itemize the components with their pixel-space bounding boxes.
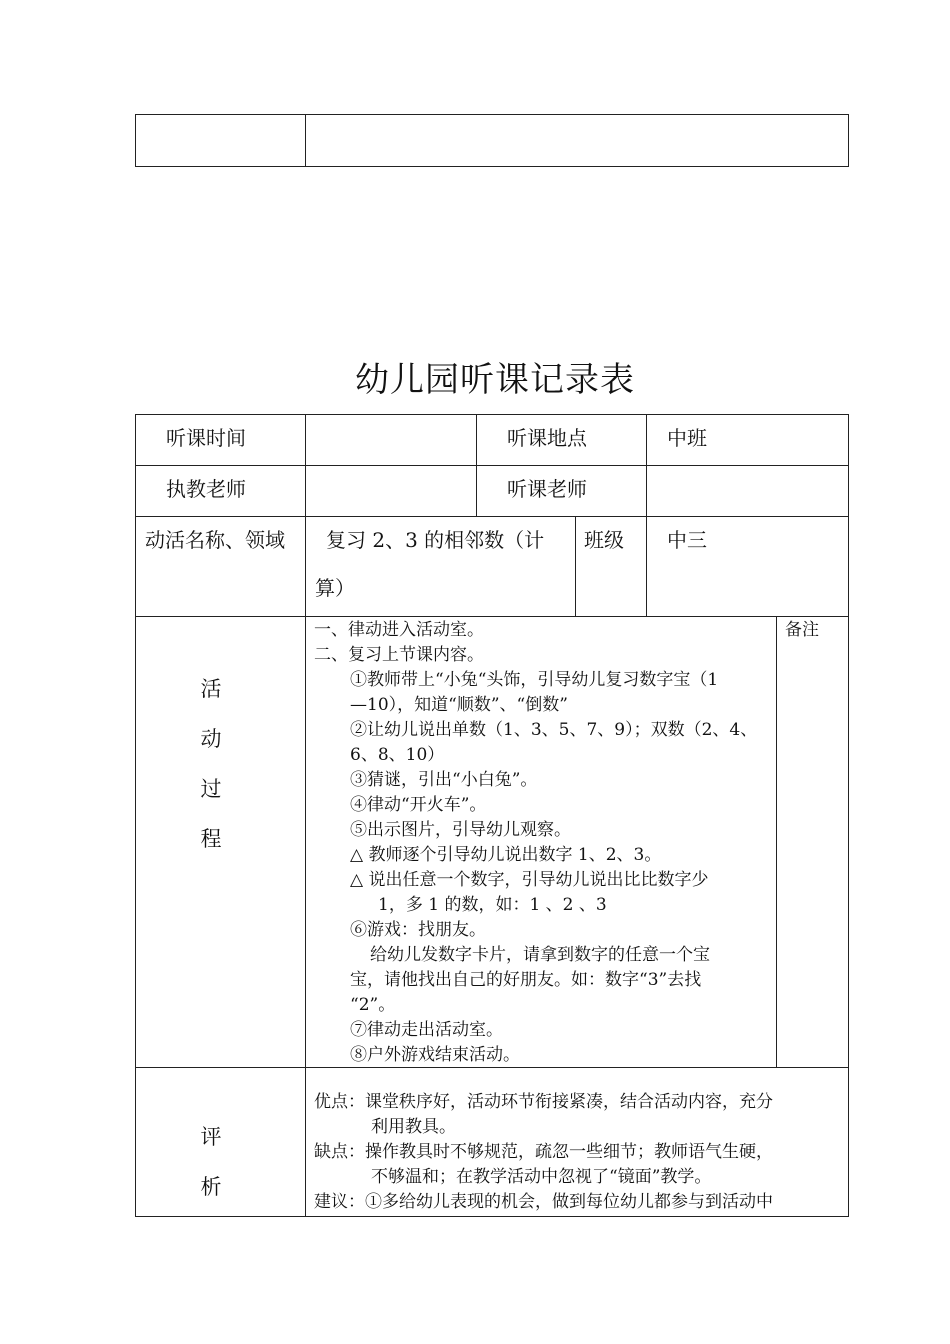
process-line: ②让幼儿说出单数（1、3、5、7、9）；双数（2、4、 — [350, 720, 758, 740]
evaluation-line: 建议：①多给幼儿表现的机会，做到每位幼儿都参与到活动中 — [314, 1192, 773, 1212]
process-label-char: 活 — [200, 677, 222, 701]
process-label-char: 过 — [200, 777, 222, 801]
observer-label: 听课老师 — [507, 477, 587, 501]
process-line: 1，多 1 的数，如：1 、2 、3 — [378, 895, 607, 915]
process-line: 给幼儿发数字卡片，请拿到数字的任意一个宝 — [370, 945, 710, 965]
process-line: ④律动“开火车”。 — [350, 795, 487, 815]
activity-value-line2: 算） — [315, 576, 355, 600]
process-label-char: 程 — [200, 827, 222, 851]
evaluation-label-char: 析 — [200, 1175, 222, 1199]
evaluation-content — [314, 1090, 844, 1215]
process-line: ⑧户外游戏结束活动。 — [350, 1045, 520, 1065]
process-line: “2”。 — [350, 995, 396, 1015]
process-line: 一、律动进入活动室。 — [314, 620, 484, 640]
process-line: ⑥游戏：找朋友。 — [350, 920, 486, 940]
evaluation-label — [186, 1112, 236, 1212]
process-line: ⑦律动走出活动室。 — [350, 1020, 503, 1040]
class-value: 中三 — [667, 528, 707, 552]
evaluation-line: 缺点：操作教具时不够规范，疏忽一些细节；教师语气生硬， — [314, 1142, 773, 1162]
time-value — [306, 415, 476, 465]
observer-value — [647, 466, 847, 516]
process-line: ①教师带上“小兔“头饰，引导幼儿复习数字宝（1 — [350, 670, 719, 690]
process-line: △ 说出任意一个数字，引导幼儿说出比比数字少 — [350, 870, 709, 890]
evaluation-label-char: 评 — [200, 1125, 222, 1149]
activity-label: 动活名称、领域 — [145, 528, 285, 552]
process-line: ⑤出示图片，引导幼儿观察。 — [350, 820, 571, 840]
class-label: 班级 — [584, 528, 624, 552]
process-line: ③猜谜，引出“小白兔”。 — [350, 770, 538, 790]
note-label: 备注 — [785, 620, 819, 640]
place-value: 中班 — [667, 426, 707, 450]
page-title: 幼儿园听课记录表 — [355, 360, 635, 400]
process-line: 二、复习上节课内容。 — [314, 645, 484, 665]
activity-value-line1: 复习 2、3 的相邻数（计 — [326, 528, 545, 552]
evaluation-line: 利用教具。 — [371, 1117, 456, 1137]
process-line: △ 教师逐个引导幼儿说出数字 1、2、3。 — [350, 845, 662, 865]
process-label-char: 动 — [200, 727, 222, 751]
teacher-value — [306, 466, 476, 516]
time-label: 听课时间 — [166, 426, 246, 450]
evaluation-line: 优点：课堂秩序好，活动环节衔接紧凑，结合活动内容，充分 — [314, 1092, 773, 1112]
process-content — [314, 618, 774, 1068]
process-label — [186, 664, 236, 864]
process-line: —10），知道“顺数”、“倒数” — [350, 695, 568, 715]
teacher-label: 执教老师 — [166, 477, 246, 501]
process-line: 宝，请他找出自己的好朋友。如：数字“3”去找 — [350, 970, 702, 990]
place-label: 听课地点 — [507, 426, 587, 450]
evaluation-line: 不够温和；在教学活动中忽视了“镜面”教学。 — [371, 1167, 712, 1187]
process-line: 6、8、10） — [350, 745, 445, 765]
